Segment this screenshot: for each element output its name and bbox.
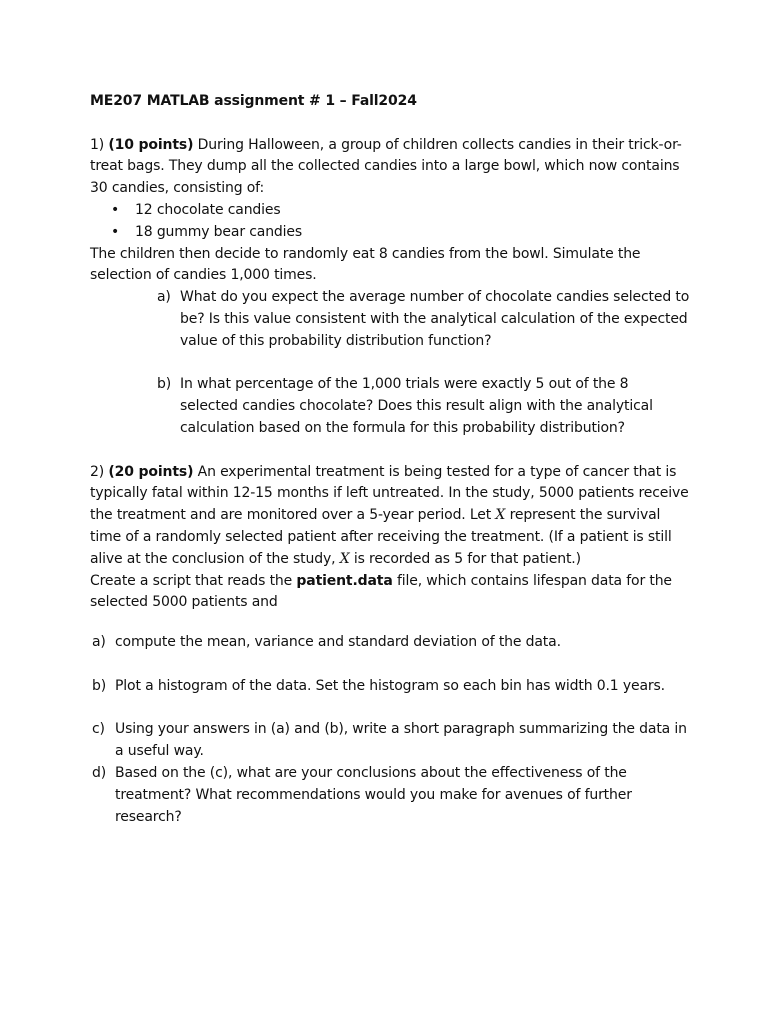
q1-number: 1) — [90, 136, 105, 153]
item-text: Using your answers in (a) and (b), write a short paragraph summarizing the data in a useful way. — [115, 721, 687, 760]
variable-x: X — [339, 550, 350, 567]
item-label: a) — [157, 289, 171, 306]
bullet-icon: • — [111, 223, 120, 240]
q2-script-instruction: Create a script that reads the patient.data file, which contains lifespan data for the selected 5000 patients and — [90, 572, 672, 611]
q1-subquestions — [90, 287, 690, 440]
q1-intro — [90, 135, 690, 200]
q1-part-a — [90, 287, 690, 352]
q1-part-b — [90, 374, 690, 439]
q2-subquestions — [90, 632, 690, 828]
item-text: Plot a histogram of the data. Set the histogram so each bin has width 0.1 years. — [115, 677, 665, 694]
q2-part-a — [90, 632, 690, 654]
item-label: c) — [92, 721, 105, 738]
item-label: b) — [92, 677, 107, 694]
q2-intro: 2) (20 points) An experimental treatment is being tested for a type of cancer that is typically fatal within 12-15 months if left untreated. In the study, 5000 patients receive the treatment and are monitored over a 5-year period. Let X represent the survival time of a randomly selected patient after receiving the treatment. (If a patient is still alive at the conclusion of the study, X is recorded as 5 for that patient.) — [90, 463, 689, 567]
q1-points: (10 points) — [108, 136, 194, 153]
question-2 — [90, 462, 690, 829]
variable-x: X — [495, 507, 506, 524]
q1-intro-text: During Halloween, a group of children collects candies in their trick-or-treat bags. They dump all the collected candies into a large bowl, which now contains 30 candies, consisting of: — [90, 136, 682, 197]
item-label: d) — [92, 764, 107, 781]
q2-part-c — [90, 719, 690, 763]
q2-part-d — [90, 763, 690, 828]
assignment-title: ME207 MATLAB assignment # 1 – Fall2024 — [90, 93, 417, 109]
candy-list — [90, 200, 690, 244]
document-page — [90, 91, 690, 828]
list-item: • 18 gummy bear candies — [90, 222, 690, 244]
question-1 — [90, 135, 690, 440]
bullet-icon: • — [111, 201, 120, 218]
q1-simulation-text: The children then decide to randomly eat 8 candies from the bowl. Simulate the selection of candies 1,000 times. — [90, 245, 641, 284]
q2-part-b — [90, 676, 690, 698]
list-item: • 12 chocolate candies — [90, 200, 690, 222]
item-text: Based on the (c), what are your conclusions about the effectiveness of the treatment? What recommendations would you make for avenues of further research? — [115, 764, 632, 825]
item-text: In what percentage of the 1,000 trials were exactly 5 out of the 8 selected candies chocolate? Does this result align with the analytical calculation based on the formula for this probability distribution? — [180, 376, 653, 436]
file-name: patient.data — [296, 572, 393, 589]
item-text: What do you expect the average number of chocolate candies selected to be? Is this value consistent with the analytical calculation of the expected value of this probability distribution function? — [180, 289, 690, 349]
item-label: b) — [157, 376, 172, 393]
item-text: compute the mean, variance and standard deviation of the data. — [115, 634, 561, 651]
q2-number: 2) — [90, 463, 105, 480]
q2-points: (20 points) — [108, 463, 194, 480]
item-label: a) — [92, 634, 106, 651]
